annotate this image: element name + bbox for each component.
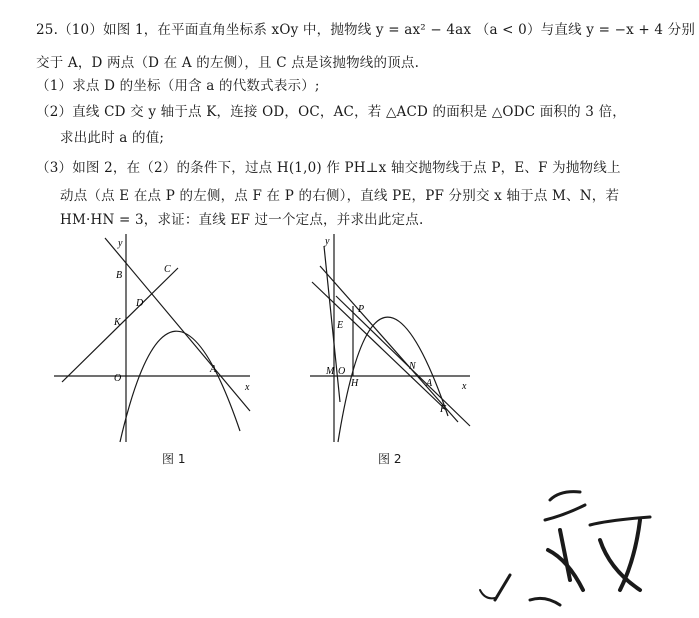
point-D-label: D [136, 298, 144, 309]
problem-line-2: 交于 A，D 两点（D 在 A 的左侧），且 C 点是该抛物线的顶点. [36, 55, 420, 71]
point-P-label: P [358, 304, 365, 315]
x-axis-label: x [462, 381, 467, 392]
line-PF [320, 266, 458, 422]
figure-1-diagram [50, 226, 260, 446]
point-E-label: E [337, 320, 344, 331]
y-axis-label: y [325, 236, 330, 247]
origin-label: O [114, 373, 122, 384]
figure-2-diagram [290, 226, 490, 446]
part-3-text-a: （3）如图 2，在（2）的条件下，过点 H(1,0) 作 PH⊥x 轴交抛物线于点 P，E、F 为抛物线上 [36, 160, 621, 176]
point-M-label: M [326, 366, 335, 377]
line-EF [312, 282, 446, 410]
origin-label: O [338, 366, 346, 377]
line-BA [105, 238, 250, 411]
point-B-label: B [116, 270, 123, 281]
point-A-label: A [426, 378, 433, 389]
problem-line-1: 25.（10）如图 1，在平面直角坐标系 xOy 中，抛物线 y = ax² − 4ax （a < 0）与直线 y = −x + 4 分别 [36, 22, 696, 38]
point-K-label: K [114, 317, 121, 328]
part-1-text: （1）求点 D 的坐标（用含 a 的代数式表示）; [36, 78, 320, 94]
point-A-label: A [210, 364, 217, 375]
handwriting-scribble [440, 480, 690, 615]
point-C-label: C [164, 264, 171, 275]
part-2-text-b: 求出此时 a 的值; [60, 130, 165, 146]
part-2-text-a: （2）直线 CD 交 y 轴于点 K，连接 OD，OC，AC，若 △ACD 的面积是 △ODC 面积的 3 倍， [36, 104, 626, 120]
x-axis-label: x [245, 382, 250, 393]
point-F-label: F [440, 404, 447, 415]
y-axis-label: y [118, 238, 123, 249]
point-N-label: N [409, 361, 416, 372]
parabola-curve [120, 331, 240, 442]
part-3-text-b: 动点（点 E 在点 P 的左侧，点 F 在 P 的右侧），直线 PE，PF 分别交 x 轴于点 M、N，若 [60, 188, 620, 204]
point-H-label: H [351, 378, 359, 389]
figure-2-caption: 图 2 [378, 452, 402, 466]
part-3-text-c: HM·HN = 3，求证：直线 EF 过一个定点，并求出此定点. [60, 212, 424, 228]
figure-1-caption: 图 1 [162, 452, 186, 466]
